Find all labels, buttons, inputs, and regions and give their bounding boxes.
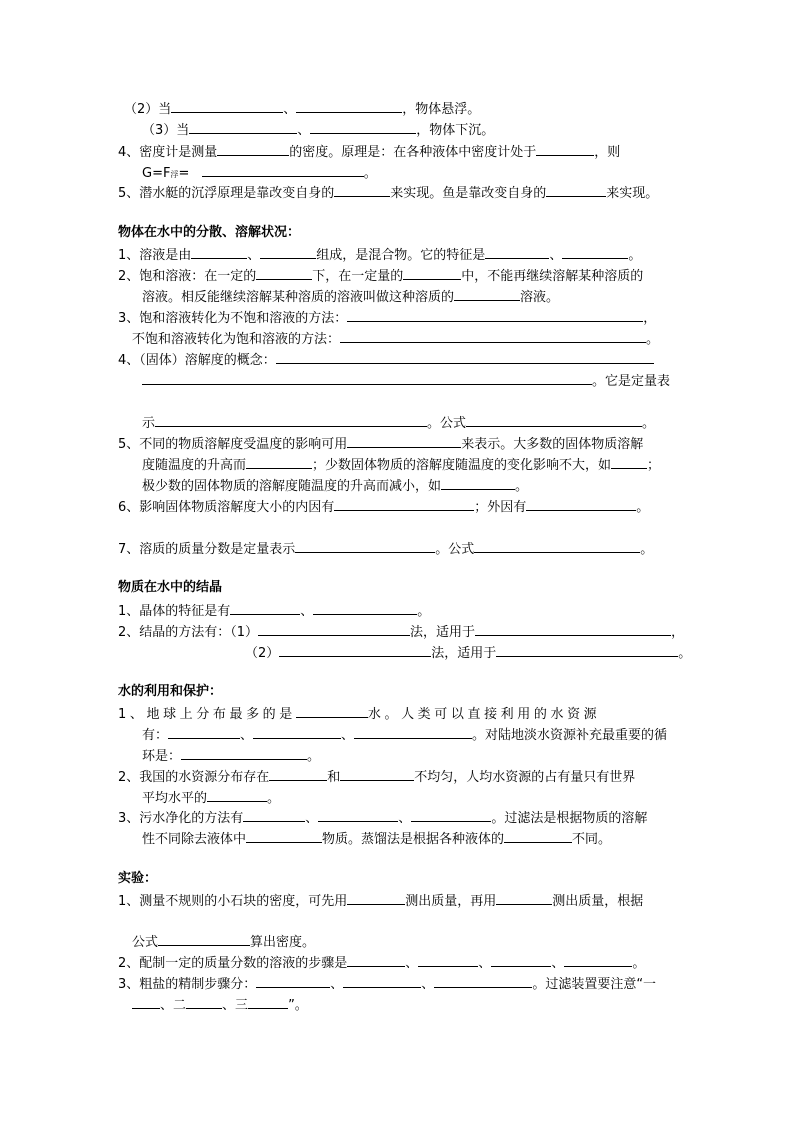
blank[interactable] <box>269 767 327 781</box>
text: 。 <box>363 166 377 181</box>
text: 6、影响固体物质溶解度大小的内因有 <box>118 500 335 515</box>
text: 。 <box>307 749 321 764</box>
dissolve-q2-cont <box>142 287 559 307</box>
crystal-q2-cont <box>245 643 691 663</box>
buoyancy-line-2 <box>124 99 480 119</box>
text: = <box>178 166 190 181</box>
text: 。公式 <box>435 542 475 557</box>
blank[interactable] <box>318 808 398 822</box>
text: 、 <box>240 728 254 743</box>
blank[interactable] <box>310 120 416 134</box>
text: 。 <box>636 500 650 515</box>
blank[interactable] <box>334 183 390 197</box>
text: 、 <box>300 604 314 619</box>
text: 4、（固体）溶解度的概念： <box>118 353 276 368</box>
text: 、 <box>222 998 236 1013</box>
blank[interactable] <box>246 829 322 843</box>
text: 3、污水净化的方法有 <box>118 811 244 826</box>
text: 2、结晶的方法有：（1） <box>118 625 259 640</box>
water-q1-cont <box>142 725 667 745</box>
text: （3）当 <box>142 123 190 138</box>
blank[interactable] <box>334 497 474 511</box>
blank[interactable] <box>181 746 307 760</box>
text: 5、不同的物质溶解度受温度的影响可用 <box>118 437 348 452</box>
text: ， <box>643 311 657 326</box>
dissolve-q1 <box>118 245 641 265</box>
text: 。 <box>632 956 646 971</box>
blank[interactable] <box>256 266 312 280</box>
water-q1 <box>118 704 600 724</box>
text: 、 <box>247 248 261 263</box>
text: 。 <box>628 248 642 263</box>
text: 水。人类可以直接利用的水资源 <box>367 707 601 722</box>
dissolve-q2 <box>118 266 643 286</box>
text: 、 <box>341 728 355 743</box>
blank[interactable] <box>295 539 435 553</box>
blank[interactable] <box>132 995 160 1009</box>
text: 法，适用于 <box>431 646 497 661</box>
text: 溶液。相反能继续溶解某种溶质的溶液叫做这种溶质的 <box>142 290 455 305</box>
blank[interactable] <box>171 99 283 113</box>
formula: G=F <box>142 166 171 181</box>
text: 的密度。原理是：在各种液体中密度计处于 <box>289 145 537 160</box>
blank[interactable] <box>496 891 552 905</box>
text: ；少数固体物质的溶解度随温度的变化影响不大，如 <box>312 458 612 473</box>
section-heading-dissolve: 物体在水中的分散、溶解状况： <box>118 225 301 240</box>
text: 7、溶质的质量分数是定量表示 <box>118 542 296 557</box>
blank[interactable] <box>564 953 632 967</box>
blank[interactable] <box>454 287 520 301</box>
blank[interactable] <box>354 725 472 739</box>
blank[interactable] <box>189 120 297 134</box>
text: 5、潜水艇的沉浮原理是靠改变自身的 <box>118 186 335 201</box>
water-q2 <box>118 767 635 787</box>
dissolve-q3 <box>118 308 656 328</box>
text: 、 <box>398 811 412 826</box>
dissolve-q5-cont2 <box>142 476 528 496</box>
blank[interactable] <box>243 808 305 822</box>
blank[interactable] <box>496 643 678 657</box>
blank[interactable] <box>434 974 532 988</box>
blank[interactable] <box>441 476 515 490</box>
text: 、 <box>405 956 419 971</box>
blank[interactable] <box>403 266 461 280</box>
text: 、 <box>551 956 565 971</box>
text: 。过滤法是根据物质的溶解 <box>491 811 648 826</box>
text: 、 <box>297 123 311 138</box>
water-q1-cont2 <box>142 746 320 766</box>
blank[interactable] <box>474 539 640 553</box>
text: 平均水平的 <box>142 791 208 806</box>
text: 下，在一定量的 <box>312 269 404 284</box>
blank[interactable] <box>155 413 427 427</box>
text: 溶液。 <box>520 290 560 305</box>
blank[interactable] <box>343 974 421 988</box>
text: 。过滤装置要注意“一 <box>532 977 657 992</box>
dissolve-q4-formula <box>142 413 655 433</box>
dissolve-q6 <box>118 497 649 517</box>
blank[interactable] <box>536 142 594 156</box>
blank[interactable] <box>313 601 417 615</box>
text: 。 <box>417 604 431 619</box>
dissolve-q4 <box>118 350 654 370</box>
text: 和 <box>327 770 341 785</box>
blank[interactable] <box>526 497 636 511</box>
text: 算出密度。 <box>250 935 316 950</box>
buoyancy-q5 <box>118 183 658 203</box>
text: 、 <box>160 998 174 1013</box>
text: （2） <box>245 646 280 661</box>
experiment-q3 <box>118 974 656 994</box>
text: 公式 <box>132 935 159 950</box>
text: 来实现。 <box>606 186 659 201</box>
text: 2、配制一定的质量分数的溶液的步骤是 <box>118 956 348 971</box>
text: 。 <box>515 479 529 494</box>
section-heading-crystal: 物质在水中的结晶 <box>118 580 223 595</box>
text: 来实现。鱼是靠改变自身的 <box>390 186 547 201</box>
text: 来表示。大多数的固体物质溶解 <box>461 437 644 452</box>
blank[interactable] <box>466 413 642 427</box>
text: 。 <box>646 332 660 347</box>
blank[interactable] <box>258 622 410 636</box>
buoyancy-q4-formula <box>142 163 377 184</box>
blank[interactable] <box>202 163 364 177</box>
blank[interactable] <box>546 183 606 197</box>
blank[interactable] <box>279 643 431 657</box>
blank[interactable] <box>296 99 402 113</box>
blank[interactable] <box>168 725 240 739</box>
dissolve-q5-cont <box>142 455 660 475</box>
blank[interactable] <box>248 995 288 1009</box>
text: 。 <box>678 646 692 661</box>
text: 。 <box>267 791 281 806</box>
text: 二 <box>173 998 187 1013</box>
text: （2）当 <box>124 102 172 117</box>
text: 4、密度计是测量 <box>118 145 218 160</box>
text: 2、饱和溶液：在一定的 <box>118 269 257 284</box>
blank[interactable] <box>246 455 312 469</box>
blank[interactable] <box>611 455 647 469</box>
text: 极少数的固体物质的溶解度随温度的升高而减小，如 <box>142 479 442 494</box>
buoyancy-line-3 <box>142 120 494 140</box>
dissolve-q5 <box>118 434 643 454</box>
text: 组成，是混合物。它的特征是 <box>316 248 486 263</box>
blank[interactable] <box>347 308 643 322</box>
text: 2、我国的水资源分布存在 <box>118 770 270 785</box>
text: 度随温度的升高而 <box>142 458 247 473</box>
blank[interactable] <box>491 953 551 967</box>
text: 1、测量不规则的小石块的密度，可先用 <box>118 894 348 909</box>
text: 物质。蒸馏法是根据各种液体的 <box>322 832 505 847</box>
text: 、 <box>421 977 435 992</box>
blank[interactable] <box>347 434 461 448</box>
crystal-q2 <box>118 622 684 642</box>
text: 性不同除去液体中 <box>142 832 247 847</box>
text: ，物体悬浮。 <box>402 102 481 117</box>
blank[interactable] <box>485 245 549 259</box>
text: 3、粗盐的精制步骤分： <box>118 977 257 992</box>
blank[interactable] <box>347 891 405 905</box>
text: 。它是定量表 <box>592 374 671 389</box>
crystal-q1 <box>118 601 430 621</box>
text: 有： <box>142 728 169 743</box>
blank[interactable] <box>411 808 491 822</box>
water-q3-cont <box>142 829 611 849</box>
text: ”。 <box>288 998 308 1013</box>
text: 测出质量，再用 <box>405 894 497 909</box>
blank[interactable] <box>296 704 368 718</box>
blank[interactable] <box>142 371 592 385</box>
buoyancy-q4 <box>118 142 620 162</box>
text: 不均匀，人均水资源的占有量只有世界 <box>414 770 636 785</box>
blank[interactable] <box>276 350 654 364</box>
text: 1、晶体的特征是有 <box>118 604 231 619</box>
section-heading-experiment: 实验： <box>118 871 158 886</box>
blank[interactable] <box>207 788 267 802</box>
subscript: 浮 <box>170 170 179 179</box>
text: 中，不能再继续溶解某种溶质的 <box>461 269 644 284</box>
blank[interactable] <box>260 245 316 259</box>
blank[interactable] <box>340 767 414 781</box>
experiment-q1 <box>118 891 643 911</box>
text: ，则 <box>594 145 621 160</box>
text: 。对陆地淡水资源补充最重要的循 <box>472 728 668 743</box>
text: 、 <box>305 811 319 826</box>
text: ，物体下沉。 <box>416 123 495 138</box>
blank[interactable] <box>347 953 405 967</box>
text: 1、地球上分布最多的是 <box>118 707 296 722</box>
blank[interactable] <box>562 245 628 259</box>
water-q3 <box>118 808 647 828</box>
blank[interactable] <box>230 601 300 615</box>
text: 不同。 <box>572 832 612 847</box>
blank[interactable] <box>418 953 478 967</box>
dissolve-q7 <box>118 539 653 559</box>
experiment-q1-cont <box>132 932 315 952</box>
section-heading-water: 水的利用和保护： <box>118 684 223 699</box>
blank[interactable] <box>191 245 247 259</box>
text: 测出质量，根据 <box>552 894 644 909</box>
water-q2-cont <box>142 788 280 808</box>
text: 。 <box>640 542 654 557</box>
experiment-q2 <box>118 953 645 973</box>
blank[interactable] <box>253 725 341 739</box>
blank[interactable] <box>504 829 572 843</box>
text: ， <box>671 625 685 640</box>
text: ；外因有 <box>474 500 527 515</box>
experiment-q3-cont <box>132 995 308 1015</box>
blank[interactable] <box>158 932 250 946</box>
text: 3、饱和溶液转化为不饱和溶液的方法： <box>118 311 348 326</box>
text: 三 <box>235 998 249 1013</box>
text: 1、溶液是由 <box>118 248 192 263</box>
text: 、 <box>549 248 563 263</box>
blank[interactable] <box>340 329 646 343</box>
blank[interactable] <box>186 995 222 1009</box>
text: 、 <box>330 977 344 992</box>
dissolve-q3-cont <box>132 329 659 349</box>
text: 示 <box>142 416 156 431</box>
text: 法，适用于 <box>410 625 476 640</box>
text: 、 <box>478 956 492 971</box>
text: ； <box>647 458 661 473</box>
text: 环是： <box>142 749 182 764</box>
blank[interactable] <box>256 974 330 988</box>
text: 。公式 <box>427 416 467 431</box>
text: 不饱和溶液转化为饱和溶液的方法： <box>132 332 341 347</box>
text: 。 <box>642 416 656 431</box>
blank[interactable] <box>217 142 289 156</box>
text: 、 <box>283 102 297 117</box>
dissolve-q4-cont <box>142 371 670 391</box>
blank[interactable] <box>475 622 671 636</box>
